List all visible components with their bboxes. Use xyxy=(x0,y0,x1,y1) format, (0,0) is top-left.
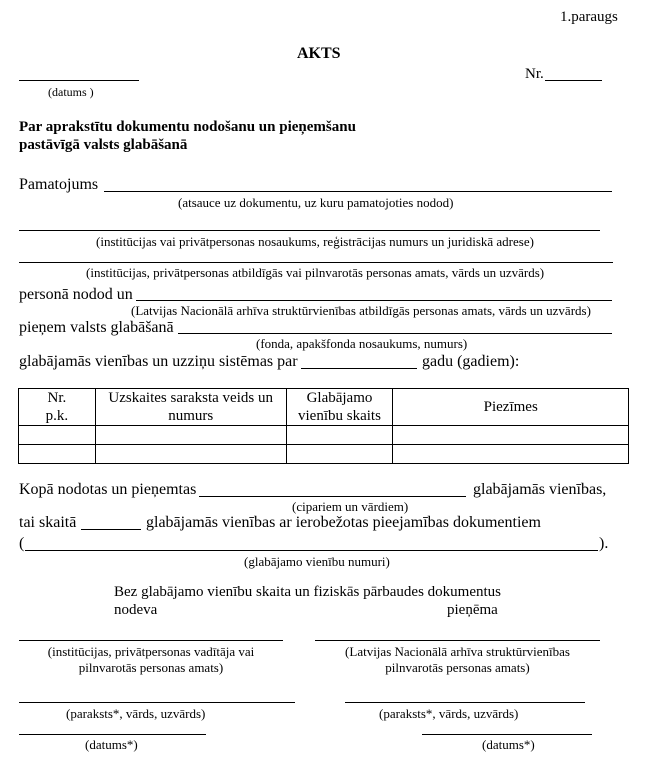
right-date-hint: (datums*) xyxy=(482,737,535,752)
accepted-label: pieņēma xyxy=(447,602,498,618)
table-cell[interactable] xyxy=(286,426,393,445)
header-text: numurs xyxy=(168,408,214,424)
total-line[interactable] xyxy=(199,496,466,497)
number-line[interactable] xyxy=(545,80,602,81)
header-text: Nr. xyxy=(47,390,67,406)
header-text: Piezīmes xyxy=(483,399,538,415)
responsible-line[interactable] xyxy=(19,262,613,263)
date-hint: (datums ) xyxy=(48,85,94,99)
verification-statement: Bez glabājamo vienību skaita un fiziskās pārbaudes dokumentus xyxy=(114,584,501,600)
transfer-table xyxy=(18,388,629,464)
restricted-count-line[interactable] xyxy=(81,529,141,530)
years-line[interactable] xyxy=(301,368,417,369)
table-row xyxy=(19,426,629,445)
table-cell[interactable] xyxy=(393,445,629,464)
basis-label: Pamatojums xyxy=(19,176,99,193)
number-label: Nr. xyxy=(525,66,544,82)
institution-line[interactable] xyxy=(19,230,600,231)
right-signature-hint: (paraksts*, vārds, uzvārds) xyxy=(379,706,519,721)
restricted-suffix: glabājamās vienības ar ierobežotas pieejamības dokumentiem xyxy=(146,514,541,531)
right-role-hint-2: pilnvarotās personas amats) xyxy=(385,660,530,675)
sample-label: 1.paraugs xyxy=(560,9,618,25)
left-role-hint-2: pilnvarotās personas amats) xyxy=(78,660,224,675)
table-cell[interactable] xyxy=(393,426,629,445)
unit-numbers-hint: (glabājamo vienību numuri) xyxy=(244,554,390,569)
open-paren: ( xyxy=(19,535,25,552)
heading-line-2: pastāvīgā valsts glabāšanā xyxy=(19,137,188,153)
table-cell[interactable] xyxy=(95,426,286,445)
header-text: Uzskaites saraksta veids un xyxy=(108,390,273,406)
archive-person-hint: (Latvijas Nacionālā arhīva struktūrvienības atbildīgās personas amats, vārds un uzvārds) xyxy=(131,303,591,318)
document-title: AKTS xyxy=(297,45,341,62)
left-date-line[interactable] xyxy=(19,734,206,735)
basis-line[interactable] xyxy=(104,191,612,192)
header-cell-unit-count xyxy=(286,389,393,426)
fond-hint: (fonda, apakšfonda nosaukums, numurs) xyxy=(256,336,468,351)
table-cell[interactable] xyxy=(95,445,286,464)
accepts-label: pieņem valsts glabāšanā xyxy=(19,319,174,336)
heading-line-1: Par aprakstītu dokumentu nodošanu un pieņemšanu xyxy=(19,119,356,135)
restricted-prefix: tai skaitā xyxy=(19,514,77,531)
units-prefix: glabājamās vienības un uzziņu sistēmas par xyxy=(19,353,298,370)
left-role-hint-1: (institūcijas, privātpersonas vadītāja vai xyxy=(47,644,255,659)
left-date-hint: (datums*) xyxy=(85,737,138,752)
header-text: Glabājamo xyxy=(306,390,373,406)
right-role-hint-1: (Latvijas Nacionālā arhīva struktūrvienības xyxy=(345,644,570,659)
table-row xyxy=(19,445,629,464)
table-cell[interactable] xyxy=(19,426,96,445)
header-cell-list-type xyxy=(95,389,286,426)
right-role-line[interactable] xyxy=(315,640,600,641)
left-role-line[interactable] xyxy=(19,640,283,641)
date-line[interactable] xyxy=(19,80,139,81)
total-suffix: glabājamās vienības, xyxy=(473,481,607,498)
total-label: Kopā nodotas un pieņemtas xyxy=(19,481,197,498)
right-date-line[interactable] xyxy=(422,734,592,735)
table-cell[interactable] xyxy=(286,445,393,464)
right-signature-line[interactable] xyxy=(345,702,585,703)
table-header-row xyxy=(19,389,629,426)
left-signature-line[interactable] xyxy=(19,702,295,703)
header-cell-notes xyxy=(393,389,629,426)
unit-numbers-line[interactable] xyxy=(25,550,598,551)
left-signature-hint: (paraksts*, vārds, uzvārds) xyxy=(66,706,206,721)
handover-label: personā nodod un xyxy=(19,286,133,303)
header-cell-number xyxy=(19,389,96,426)
institution-hint: (institūcijas vai privātpersonas nosaukums, reģistrācijas numurs un juridiskā adrese) xyxy=(96,234,534,249)
basis-hint: (atsauce uz dokumentu, uz kuru pamatojoties nodod) xyxy=(178,195,454,210)
handover-line[interactable] xyxy=(136,300,612,301)
fond-line[interactable] xyxy=(178,333,612,334)
header-text: p.k. xyxy=(45,408,69,424)
units-suffix: gadu (gadiem): xyxy=(422,353,520,370)
responsible-hint: (institūcijas, privātpersonas atbildīgās vai pilnvarotās personas amats, vārds un uzvārds) xyxy=(86,265,545,280)
handed-over-label: nodeva xyxy=(114,602,158,618)
close-paren: ). xyxy=(599,535,609,552)
table-cell[interactable] xyxy=(19,445,96,464)
total-hint: (cipariem un vārdiem) xyxy=(292,499,409,514)
header-text: vienību skaits xyxy=(298,408,381,424)
